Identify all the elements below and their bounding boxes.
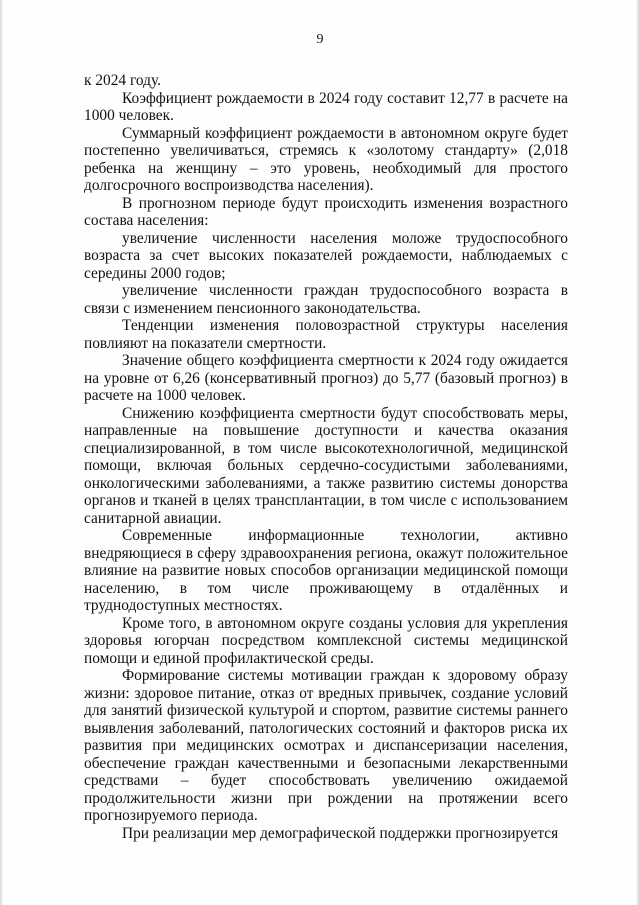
paragraph: к 2024 году. [84, 72, 161, 89]
paragraph: Коэффициент рождаемости в 2024 году составит 12,77 в расчете на 1000 человек. [84, 89, 568, 124]
scan-edge-left [0, 0, 3, 905]
page-number: 9 [316, 32, 324, 47]
paragraph: увеличение численности граждан трудоспособного возраста в связи с изменением пенсионного законодательства. [84, 282, 568, 317]
paragraph: Тенденции изменения половозрастной структуры населения повлияют на показатели смертности. [84, 317, 568, 352]
scan-edge-right [636, 0, 640, 905]
paragraph: Формирование системы мотивации граждан к здоровому образу жизни: здоровое питание, отказ от вредных привычек, создание условий для занятий физической культурой и спортом, развитие системы раннего выявления заболеваний, патологических состояний и факторов риска их развития при медицинских осмотрах и диспансеризации населения, обеспечение граждан качественными и безопасными лекарственными средствами – будет способствовать увеличению ожидаемой продолжительности жизни при рождении на протяжении всего прогнозируемого периода. [84, 667, 568, 824]
paragraph: увеличение численности населения моложе трудоспособного возраста за счет высоких показателей рождаемости, наблюдаемых с середины 2000 годов; [84, 229, 568, 282]
paragraph: В прогнозном периоде будут происходить изменения возрастного состава населения: [84, 194, 568, 229]
paragraph: Кроме того, в автономном округе созданы условия для укрепления здоровья югорчан посредством комплексной системы медицинской помощи и единой профилактической среды. [84, 614, 568, 667]
paragraph: Снижению коэффициента смертности будут способствовать меры, направленные на повышение доступности и качества оказания специализированной, в том числе высокотехнологичной, медицинской помощи, включая больных сердечно-сосудистыми заболеваниями, онкологическими заболеваниями, а также развитию системы донорства органов и тканей в целях трансплантации, в том числе с использованием санитарной авиации. [84, 404, 568, 527]
document-body [84, 72, 568, 842]
paragraph: При реализации мер демографической поддержки прогнозируется [122, 824, 559, 842]
paragraph: Значение общего коэффициента смертности к 2024 году ожидается на уровне от 6,26 (консервативный прогноз) до 5,77 (базовый прогноз) в расчете на 1000 человек. [84, 352, 568, 404]
paragraph: Современные информационные технологии, активно внедряющиеся в сферу здравоохранения региона, окажут положительное влияние на развитие новых способов организации медицинской помощи населению, в том числе проживающему в отдалённых и труднодоступных местностях. [84, 527, 568, 614]
paragraph: Суммарный коэффициент рождаемости в автономном округе будет постепенно увеличиваться, стремясь к «золотому стандарту» (2,018 ребенка на женщину – это уровень, необходимый для простого долгосрочного воспроизводства населения). [84, 124, 568, 194]
